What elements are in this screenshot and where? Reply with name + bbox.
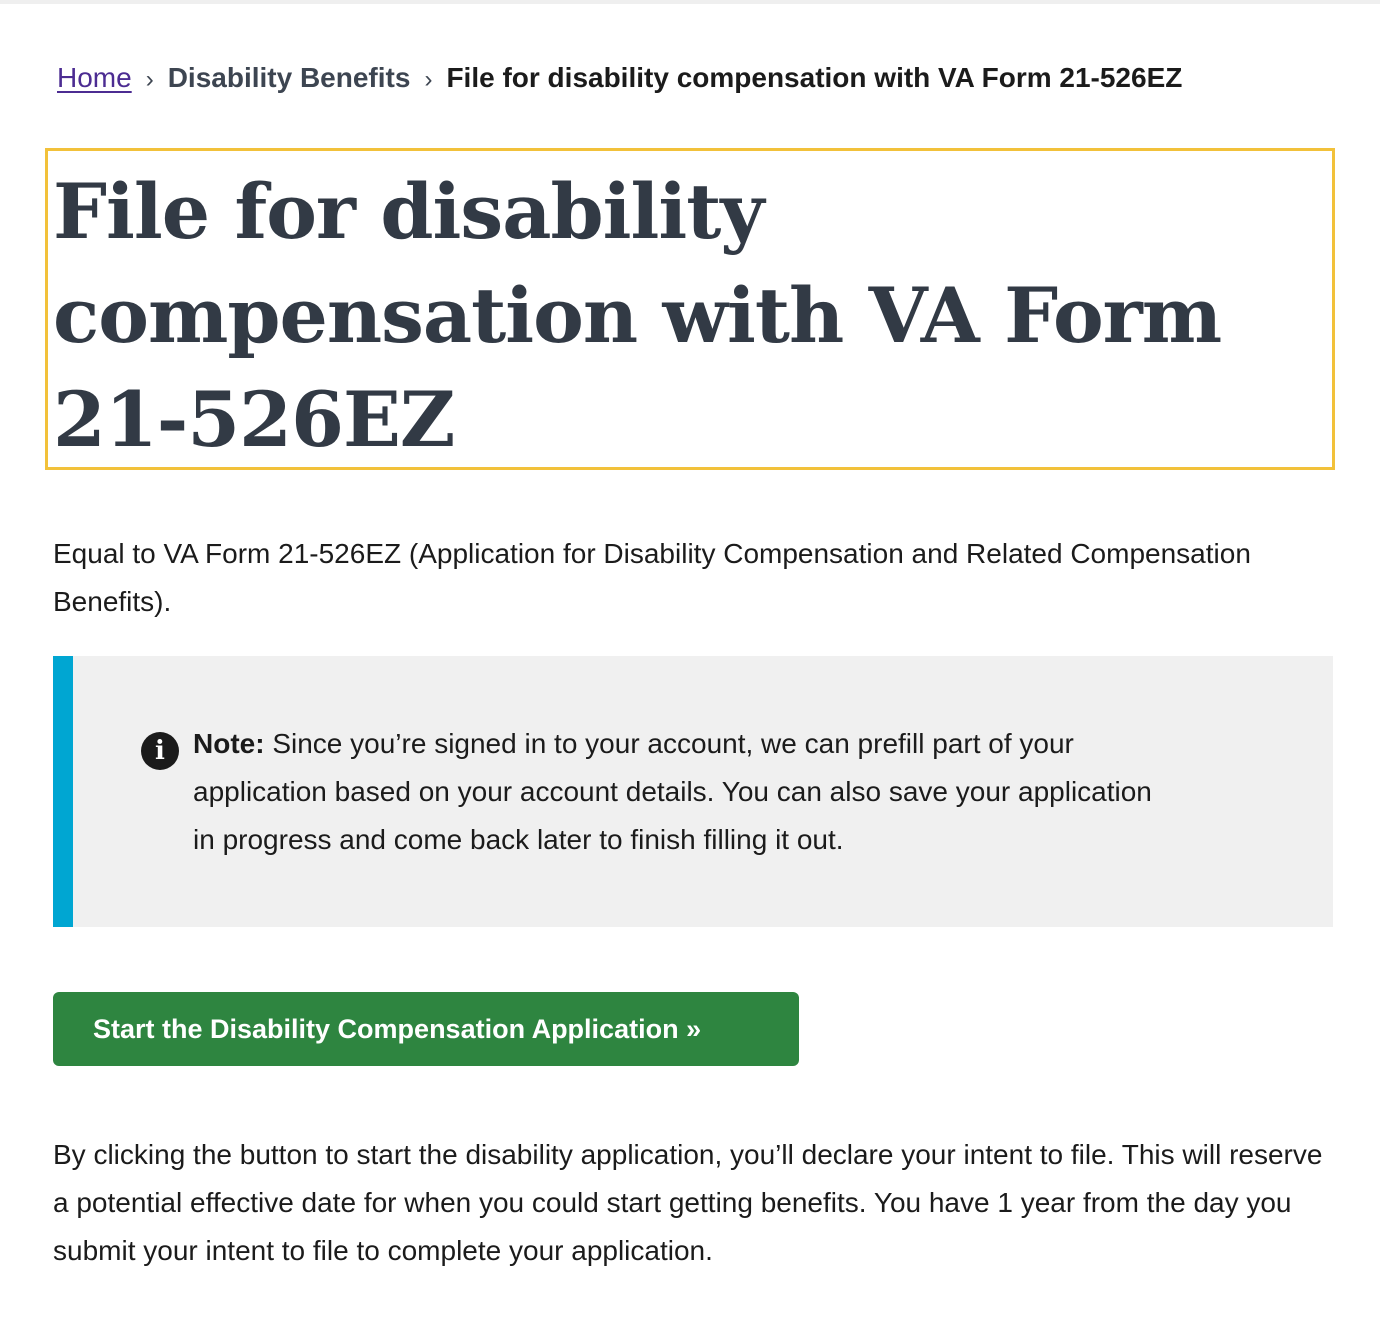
- alert-body: [193, 720, 1173, 864]
- info-icon: i: [141, 732, 179, 770]
- start-application-button[interactable]: Start the Disability Compensation Application »: [53, 992, 799, 1066]
- page-title: File for disability compensation with VA Form 21-526EZ: [53, 167, 1222, 464]
- intent-to-file-text: By clicking the button to start the disability application, you’ll declare your intent to file. This will reserve a potential effective date for when you could start getting benefits. You have 1 year from the day you submit your intent to file to complete your application.: [53, 1139, 1323, 1266]
- top-divider: [0, 0, 1380, 4]
- breadcrumb-home-link[interactable]: Home: [57, 62, 132, 93]
- intro-text: Equal to VA Form 21-526EZ (Application for Disability Compensation and Related Compensation Benefits).: [53, 538, 1251, 617]
- info-alert: [53, 656, 1333, 927]
- alert-label: Note:: [193, 728, 265, 759]
- breadcrumb-current-page: File for disability compensation with VA Form 21-526EZ: [446, 62, 1183, 93]
- breadcrumb-disability-benefits-link[interactable]: Disability Benefits: [167, 62, 411, 93]
- breadcrumb-separator-icon: ›: [145, 66, 154, 93]
- breadcrumb-separator-icon: ›: [424, 66, 433, 93]
- alert-text: Since you’re signed in to your account, we can prefill part of your application based on your account details. You can also save your application in progress and come back later to finish filling it out.: [193, 728, 1152, 855]
- breadcrumb: [57, 58, 1357, 100]
